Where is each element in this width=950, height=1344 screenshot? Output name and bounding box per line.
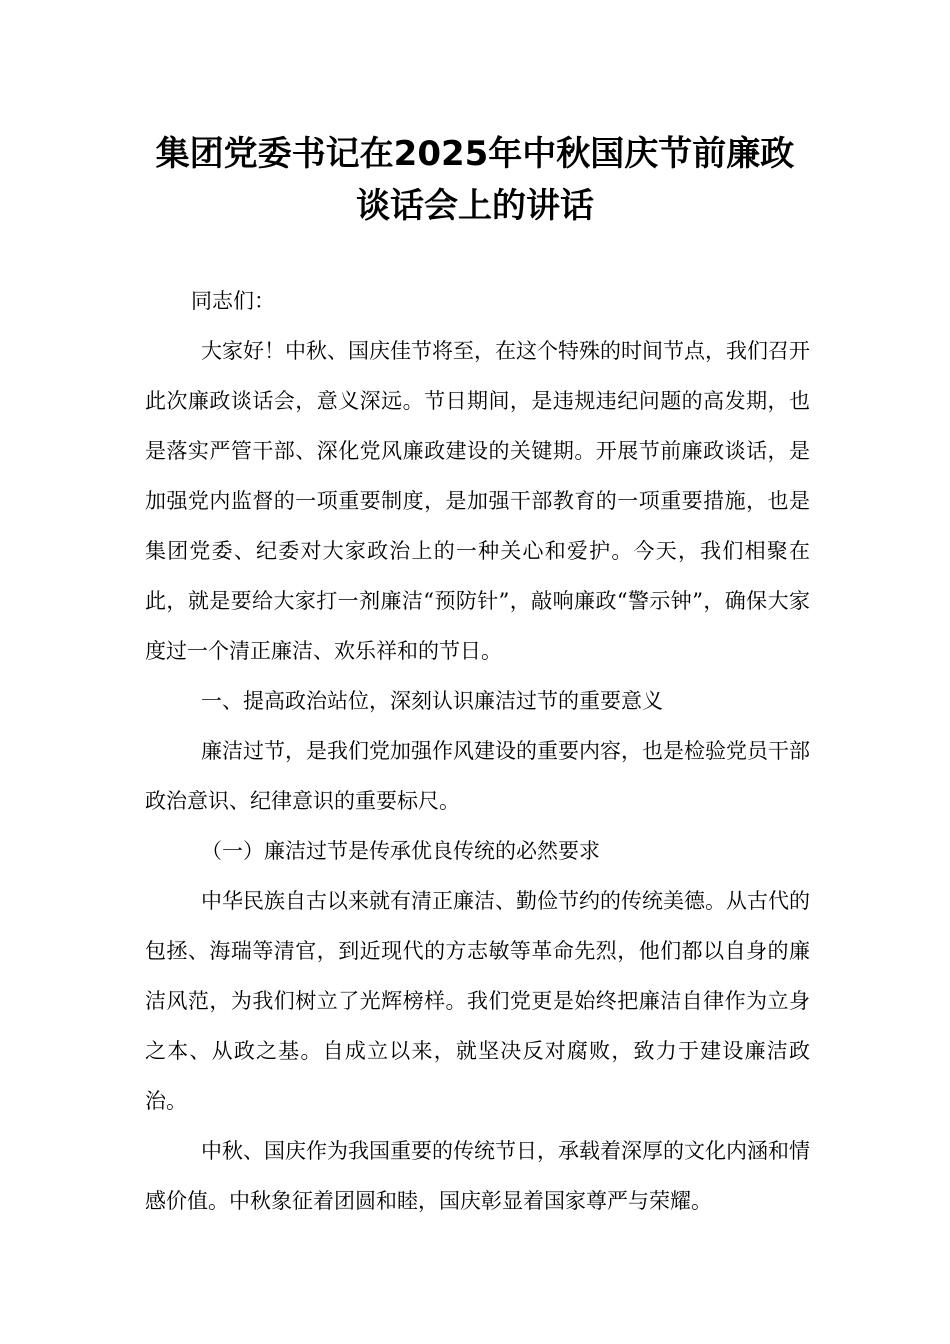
paragraph-section-1-intro: 廉洁过节，是我们党加强作风建设的重要内容，也是检验党员干部政治意识、纪律意识的重要标尺。 [145, 739, 810, 813]
paragraph-festival: 中秋、国庆作为我国重要的传统节日，承载着深厚的文化内涵和情感价值。中秋象征着团圆和睦，国庆彰显着国家尊严与荣耀。 [145, 1139, 810, 1213]
subsection-heading-1: （一）廉洁过节是传承优良传统的必然要求 [201, 839, 600, 863]
paragraph-tradition: 中华民族自古以来就有清正廉洁、勤俭节约的传统美德。从古代的包拯、海瑞等清官，到近现代的方志敏等革命先烈，他们都以自身的廉洁风范，为我们树立了光辉榜样。我们党更是始终把廉洁自律作为立身之本、从政之基。自成立以来，就坚决反对腐败，致力于建设廉洁政治。 [145, 889, 810, 1113]
salutation: 同志们： [191, 289, 275, 313]
paragraph-opening: 大家好！中秋、国庆佳节将至，在这个特殊的时间节点，我们召开此次廉政谈话会，意义深远。节日期间，是违规违纪问题的高发期，也是落实严管干部、深化党风廉政建设的关键期。开展节前廉政谈话，是加强党内监督的一项重要制度，是加强干部教育的一项重要措施，也是集团党委、纪委对大家政治上的一种关心和爱护。今天，我们相聚在此，就是要给大家打一剂廉洁“预防针”，敲响廉政“警示钟”，确保大家度过一个清正廉洁、欢乐祥和的节日。 [145, 339, 810, 663]
document-body [145, 276, 810, 1226]
title-line-2: 谈话会上的讲话 [356, 186, 594, 226]
title-line-1: 集团党委书记在2025年中秋国庆节前廉政 [155, 134, 795, 174]
document-title [140, 128, 810, 232]
section-heading-1: 一、提高政治站位，深刻认识廉洁过节的重要意义 [201, 689, 663, 713]
